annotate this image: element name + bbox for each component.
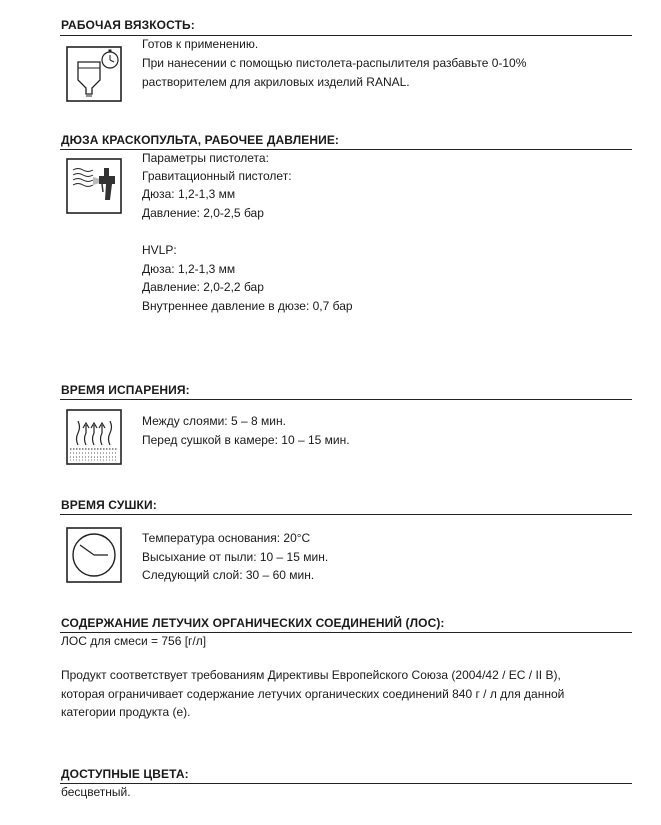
nozzle-line-6: HVLP:: [142, 243, 177, 257]
nozzle-line-3: Дюза: 1,2-1,3 мм: [142, 187, 236, 201]
nozzle-line-7: Дюза: 1,2-1,3 мм: [142, 262, 236, 276]
clock-icon: [66, 527, 122, 583]
nozzle-line-2: Гравитационный пистолет:: [142, 169, 292, 183]
spray-gun-icon: [66, 158, 122, 214]
nozzle-line-4: Давление: 2,0-2,5 бар: [142, 206, 264, 220]
viscosity-line-1: Готов к применению.: [142, 37, 259, 51]
flash-off-line-2: Перед сушкой в камере: 10 – 15 мин.: [142, 433, 350, 447]
drying-divider: [60, 514, 632, 515]
drying-line-3: Следующий слой: 30 – 60 мин.: [142, 568, 315, 582]
voc-paragraph-line-3: категории продукта (e).: [61, 705, 191, 719]
nozzle-line-9: Внутреннее давление в дюзе: 0,7 бар: [142, 299, 353, 313]
flash-off-heading: ВРЕМЯ ИСПАРЕНИЯ:: [61, 383, 190, 397]
viscosity-cup-timer-icon: [66, 46, 122, 102]
nozzle-line-8: Давление: 2,0-2,2 бар: [142, 280, 264, 294]
voc-paragraph-line-2: которая ограничивает содержание летучих органических соединений 840 г / л для данной: [61, 687, 565, 701]
viscosity-heading: РАБОЧАЯ ВЯЗКОСТЬ:: [61, 18, 195, 32]
drying-line-2: Высыхание от пыли: 10 – 15 мин.: [142, 550, 329, 564]
colors-divider: [60, 783, 632, 784]
colors-heading: ДОСТУПНЫЕ ЦВЕТА:: [61, 767, 189, 781]
flash-off-line-1: Между слоями: 5 – 8 мин.: [142, 414, 286, 428]
flash-off-divider: [60, 399, 632, 400]
voc-heading: СОДЕРЖАНИЕ ЛЕТУЧИХ ОРГАНИЧЕСКИХ СОЕДИНЕНИЙ (ЛОС):: [61, 616, 445, 630]
viscosity-line-2: При нанесении с помощью пистолета-распылителя разбавьте 0-10%: [142, 56, 527, 70]
nozzle-heading: ДЮЗА КРАСКОПУЛЬТА, РАБОЧЕЕ ДАВЛЕНИЕ:: [61, 133, 340, 147]
colors-value: бесцветный.: [61, 785, 131, 799]
nozzle-line-1: Параметры пистолета:: [142, 151, 269, 165]
voc-paragraph-line-1: Продукт соответствует требованиям Директивы Европейского Союза (2004/42 / EC / II B),: [61, 668, 561, 682]
voc-value-line: ЛОС для смеси = 756 [г/л]: [61, 634, 207, 648]
drying-line-1: Температура основания: 20°C: [142, 531, 311, 545]
viscosity-line-3: растворителем для акриловых изделий RANAL.: [142, 75, 410, 89]
drying-heading: ВРЕМЯ СУШКИ:: [61, 498, 157, 512]
evaporation-icon: [66, 409, 122, 465]
